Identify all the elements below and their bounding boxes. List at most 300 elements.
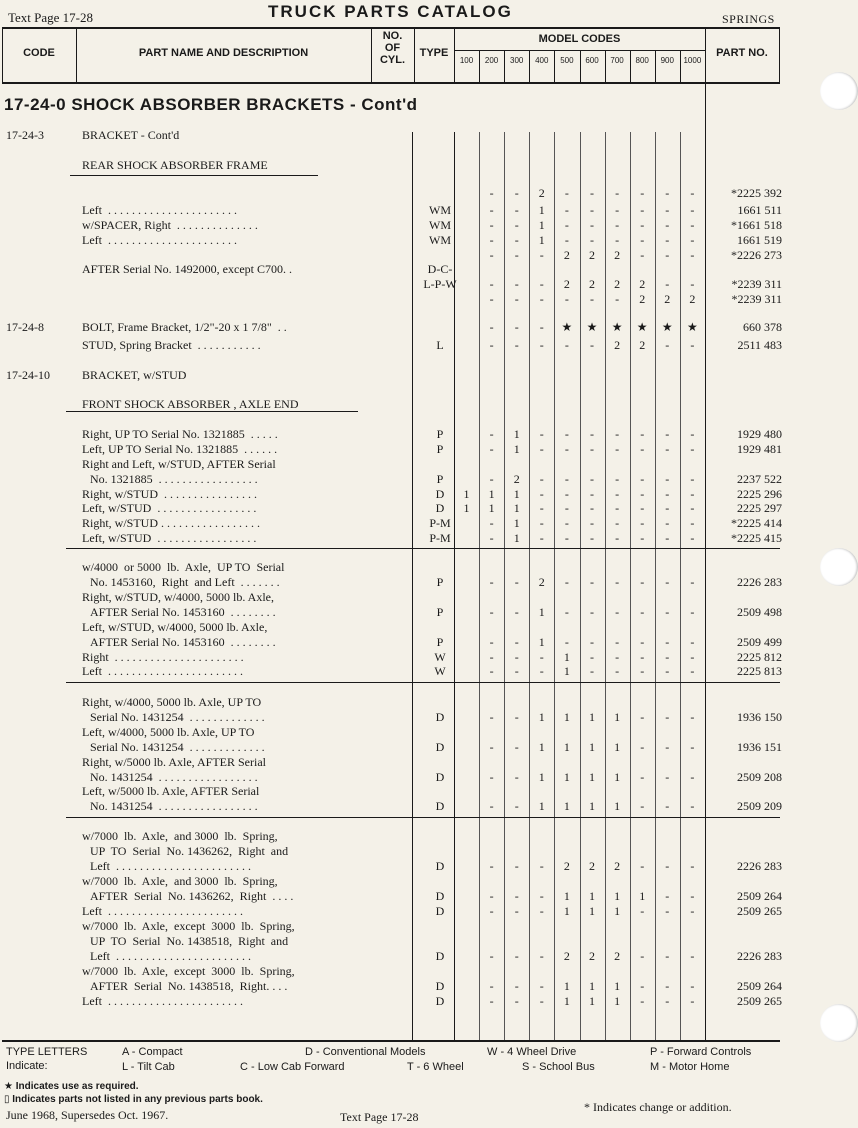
- model-quantity: -: [489, 889, 494, 903]
- model-quantity: 1: [589, 770, 595, 784]
- part-number: *2225 392: [731, 186, 782, 200]
- model-quantity: -: [590, 531, 594, 545]
- part-type: D: [435, 487, 445, 501]
- model-quantity: -: [665, 516, 670, 530]
- table-row: [0, 487, 858, 502]
- model-quantity: -: [539, 994, 544, 1008]
- model-quantity: -: [690, 605, 695, 619]
- table-row: [0, 186, 858, 201]
- model-quantity: 2: [538, 575, 545, 589]
- model-quantity: -: [564, 186, 569, 200]
- model-quantity: -: [590, 635, 594, 649]
- part-type: D: [435, 889, 445, 903]
- table-row: [0, 501, 858, 516]
- legend-item: A - Compact: [122, 1046, 183, 1058]
- model-quantity: 2: [538, 186, 545, 200]
- model-quantity: -: [665, 799, 670, 813]
- model-code-label: 500: [560, 56, 574, 65]
- model-quantity: -: [539, 442, 544, 456]
- model-quantity: -: [665, 889, 670, 903]
- part-description: FRONT SHOCK ABSORBER , AXLE END: [82, 397, 299, 411]
- part-description: Left . . . . . . . . . . . . . . . . . . . . . .: [82, 203, 237, 217]
- part-type: D: [435, 770, 445, 784]
- table-row: [0, 664, 858, 679]
- model-quantity: 2: [614, 338, 621, 352]
- model-quantity: 1: [513, 487, 520, 501]
- part-description: Right, w/STUD . . . . . . . . . . . . . . . . .: [82, 516, 261, 530]
- model-quantity: -: [665, 605, 670, 619]
- model-quantity: -: [489, 277, 494, 291]
- part-description: w/7000 lb. Axle, except 3000 lb. Spring,: [82, 919, 295, 933]
- model-quantity: -: [640, 949, 645, 963]
- model-quantity: -: [640, 994, 645, 1008]
- model-quantity: -: [489, 248, 494, 262]
- model-quantity: -: [690, 575, 695, 589]
- table-row: [0, 218, 858, 233]
- model-quantity: -: [640, 472, 645, 486]
- model-quantity: -: [690, 487, 695, 501]
- part-number: 2225 296: [737, 487, 782, 501]
- model-quantity: -: [564, 575, 569, 589]
- model-quantity: -: [590, 516, 594, 530]
- model-quantity: -: [514, 635, 519, 649]
- model-quantity: -: [539, 531, 544, 545]
- model-quantity: -: [690, 635, 695, 649]
- part-number: 2509 209: [737, 799, 782, 813]
- model-quantity: -: [489, 427, 494, 441]
- model-quantity: 2: [614, 949, 621, 963]
- model-quantity: 1: [563, 664, 570, 678]
- model-quantity: -: [539, 949, 544, 963]
- model-quantity: -: [690, 338, 695, 352]
- table-row: [0, 635, 858, 650]
- part-description: Right . . . . . . . . . . . . . . . . . . . . . .: [82, 650, 244, 664]
- model-quantity: -: [665, 575, 670, 589]
- model-quantity: 1: [538, 233, 545, 247]
- model-quantity: ★: [636, 320, 648, 334]
- model-quantity: -: [640, 799, 645, 813]
- model-quantity: 2: [589, 277, 595, 291]
- part-type: D: [435, 979, 445, 993]
- model-quantity: ★: [661, 320, 673, 334]
- table-row: [0, 934, 858, 949]
- model-quantity: -: [690, 186, 695, 200]
- model-quantity: 1: [513, 516, 520, 530]
- model-quantity: 1: [513, 427, 520, 441]
- model-quantity: -: [539, 516, 544, 530]
- model-quantity: 1: [538, 710, 545, 724]
- model-quantity: -: [564, 531, 569, 545]
- part-number: *2239 311: [731, 292, 782, 306]
- model-quantity: -: [640, 710, 645, 724]
- table-row: [0, 844, 858, 859]
- part-number: *1661 518: [731, 218, 782, 232]
- part-description: w/7000 lb. Axle, and 3000 lb. Spring,: [82, 829, 278, 843]
- part-number: 2226 283: [737, 575, 782, 589]
- part-type: D: [435, 501, 445, 515]
- model-quantity: 1: [614, 889, 621, 903]
- model-quantity: 1: [639, 889, 646, 903]
- model-quantity: -: [590, 218, 594, 232]
- model-quantity: -: [489, 338, 494, 352]
- model-quantity: -: [564, 218, 569, 232]
- part-description: AFTER Serial No. 1438518, Right. . . .: [90, 979, 288, 993]
- part-number: 2511 483: [737, 338, 782, 352]
- model-quantity: -: [539, 277, 544, 291]
- model-quantity: 1: [563, 799, 570, 813]
- legend-item: T - 6 Wheel: [407, 1061, 464, 1073]
- model-code-label: 100: [459, 56, 474, 65]
- model-quantity: -: [640, 664, 645, 678]
- legend-item: D - Conventional Models: [305, 1046, 426, 1058]
- model-quantity: -: [539, 427, 544, 441]
- type-column-header: TYPE: [419, 47, 449, 59]
- table-row: [0, 949, 858, 964]
- part-type: P: [436, 575, 444, 589]
- table-row: [0, 397, 858, 412]
- part-description: Right and Left, w/STUD, AFTER Serial: [82, 457, 276, 471]
- part-type: D: [435, 859, 445, 873]
- model-quantity: -: [690, 994, 695, 1008]
- part-description: Serial No. 1431254 . . . . . . . . . . . . .: [90, 710, 265, 724]
- model-quantity: -: [690, 531, 695, 545]
- model-quantity: 1: [589, 740, 595, 754]
- model-quantity: -: [640, 218, 645, 232]
- model-quantity: -: [665, 770, 670, 784]
- part-description: AFTER Serial No. 1492000, except C700. .: [82, 262, 292, 276]
- model-code-label: 400: [535, 56, 549, 65]
- table-row: [0, 799, 858, 814]
- part-type: WM: [429, 203, 451, 217]
- model-quantity: -: [590, 442, 594, 456]
- model-quantity: -: [640, 635, 645, 649]
- part-description: UP TO Serial No. 1438518, Right and: [90, 934, 289, 948]
- part-description: w/4000 or 5000 lb. Axle, UP TO Serial: [82, 560, 285, 574]
- part-code: 17-24-3: [6, 128, 44, 142]
- model-quantity: 1: [563, 994, 570, 1008]
- model-quantity: 2: [614, 248, 621, 262]
- table-row: [0, 158, 858, 173]
- model-quantity: -: [489, 770, 494, 784]
- model-quantity: -: [665, 487, 670, 501]
- model-quantity: -: [615, 575, 620, 589]
- model-quantity: -: [489, 320, 494, 334]
- part-description: AFTER Serial No. 1436262, Right . . . .: [90, 889, 294, 903]
- model-quantity: ★: [687, 320, 698, 334]
- model-quantity: -: [564, 233, 569, 247]
- model-quantity: -: [514, 203, 519, 217]
- part-description: Left, w/4000, 5000 lb. Axle, UP TO: [82, 725, 255, 739]
- model-quantity: -: [564, 442, 569, 456]
- model-quantity: -: [489, 516, 494, 530]
- table-row: [0, 560, 858, 575]
- model-quantity: 1: [614, 740, 621, 754]
- model-code-label: 800: [635, 56, 649, 65]
- model-quantity: -: [640, 740, 645, 754]
- model-quantity: -: [514, 994, 519, 1008]
- model-quantity: -: [514, 664, 519, 678]
- model-quantity: -: [640, 233, 645, 247]
- model-quantity: -: [690, 203, 695, 217]
- part-number: 1936 151: [737, 740, 782, 754]
- model-quantity: -: [665, 859, 670, 873]
- model-quantity: -: [615, 501, 620, 515]
- model-quantity: -: [564, 292, 569, 306]
- legend-item: P - Forward Controls: [650, 1046, 752, 1058]
- table-row: [0, 442, 858, 457]
- model-quantity: 2: [639, 292, 646, 306]
- model-quantity: -: [665, 949, 670, 963]
- model-quantity: -: [615, 472, 620, 486]
- model-quantity: -: [615, 635, 620, 649]
- table-row: [0, 590, 858, 605]
- part-description: Left, UP TO Serial No. 1321885 . . . . . .: [82, 442, 278, 456]
- model-quantity: -: [514, 949, 519, 963]
- model-quantity: 1: [614, 770, 621, 784]
- part-type: D: [435, 904, 445, 918]
- part-description: Left . . . . . . . . . . . . . . . . . . . . . . .: [82, 994, 243, 1008]
- part-type: P: [436, 427, 444, 441]
- model-quantity: -: [690, 650, 695, 664]
- model-quantity: -: [514, 292, 519, 306]
- code-column-header: CODE: [23, 47, 55, 59]
- model-quantity: -: [665, 710, 670, 724]
- model-quantity: 1: [513, 442, 520, 456]
- model-codes-header: MODEL CODES: [538, 33, 621, 45]
- model-code-label: 600: [585, 56, 599, 65]
- part-number: *2225 415: [731, 531, 782, 545]
- table-row: [0, 575, 858, 590]
- model-quantity: -: [640, 770, 645, 784]
- model-quantity: -: [489, 233, 494, 247]
- binder-hole: [820, 72, 858, 110]
- model-quantity: -: [489, 904, 494, 918]
- part-description: Right, UP TO Serial No. 1321885 . . . . .: [82, 427, 278, 441]
- table-row: [0, 320, 858, 335]
- table-row: [0, 338, 858, 353]
- model-quantity: -: [690, 248, 695, 262]
- model-quantity: -: [615, 531, 620, 545]
- table-row: [0, 531, 858, 546]
- model-quantity: -: [489, 605, 494, 619]
- model-code-label: 1000: [683, 56, 702, 65]
- part-number: 2509 265: [737, 994, 782, 1008]
- model-quantity: -: [690, 859, 695, 873]
- part-description: Left . . . . . . . . . . . . . . . . . . . . . .: [82, 233, 237, 247]
- table-row: [0, 770, 858, 785]
- model-quantity: -: [489, 979, 494, 993]
- model-quantity: -: [665, 664, 670, 678]
- model-quantity: -: [690, 664, 695, 678]
- model-quantity: 1: [513, 531, 520, 545]
- model-quantity: -: [539, 472, 544, 486]
- model-quantity: -: [690, 949, 695, 963]
- table-row: [0, 964, 858, 979]
- table-row: [0, 262, 858, 277]
- legend-indicate: Indicate:: [6, 1060, 48, 1072]
- model-quantity: -: [539, 650, 544, 664]
- model-quantity: 1: [589, 799, 595, 813]
- part-description: No. 1431254 . . . . . . . . . . . . . . . . .: [90, 770, 258, 784]
- model-quantity: -: [665, 740, 670, 754]
- model-quantity: 1: [538, 605, 545, 619]
- part-type: D: [435, 740, 445, 754]
- model-quantity: -: [615, 487, 620, 501]
- model-quantity: -: [690, 472, 695, 486]
- part-type: P: [436, 472, 444, 486]
- part-number: 1936 150: [737, 710, 782, 724]
- model-quantity: -: [690, 277, 695, 291]
- part-number: *2226 273: [731, 248, 782, 262]
- part-type: L: [436, 338, 444, 352]
- model-quantity: -: [690, 516, 695, 530]
- model-quantity: -: [489, 442, 494, 456]
- model-quantity: -: [514, 575, 519, 589]
- revision-date: June 1968, Supersedes Oct. 1967.: [6, 1108, 169, 1122]
- model-quantity: -: [514, 605, 519, 619]
- model-quantity: 1: [563, 889, 570, 903]
- model-code-label: 900: [660, 56, 674, 65]
- model-quantity: -: [615, 186, 620, 200]
- part-description: Left . . . . . . . . . . . . . . . . . . . . . . .: [82, 664, 243, 678]
- model-quantity: -: [489, 710, 494, 724]
- model-quantity: -: [564, 605, 569, 619]
- model-quantity: -: [665, 277, 670, 291]
- model-quantity: -: [539, 979, 544, 993]
- model-quantity: -: [615, 442, 620, 456]
- model-quantity: 1: [538, 740, 545, 754]
- model-quantity: -: [590, 487, 594, 501]
- model-quantity: -: [615, 292, 620, 306]
- model-quantity: 2: [664, 292, 671, 306]
- model-quantity: -: [590, 605, 594, 619]
- part-number: 2509 498: [737, 605, 782, 619]
- model-quantity: 2: [589, 949, 595, 963]
- section-title: 17-24-0 SHOCK ABSORBER BRACKETS - Cont'd: [4, 95, 418, 114]
- model-quantity: -: [539, 501, 544, 515]
- model-quantity: -: [489, 531, 494, 545]
- model-quantity: -: [539, 320, 544, 334]
- model-quantity: 2: [513, 472, 520, 486]
- model-quantity: -: [539, 292, 544, 306]
- model-quantity: -: [690, 799, 695, 813]
- table-row: [0, 859, 858, 874]
- part-number: 2225 297: [737, 501, 782, 515]
- table-row: [0, 650, 858, 665]
- part-description: w/7000 lb. Axle, and 3000 lb. Spring,: [82, 874, 278, 888]
- change-note: * Indicates change or addition.: [584, 1100, 732, 1114]
- table-row: [0, 472, 858, 487]
- model-quantity: -: [514, 320, 519, 334]
- model-quantity: 2: [639, 277, 646, 291]
- model-quantity: -: [640, 979, 645, 993]
- part-description: Left, w/5000 lb. Axle, AFTER Serial: [82, 784, 260, 798]
- model-quantity: -: [640, 605, 645, 619]
- part-description: Left, w/STUD, w/4000, 5000 lb. Axle,: [82, 620, 268, 634]
- model-quantity: -: [665, 979, 670, 993]
- part-type: P-M: [429, 531, 451, 545]
- legend-item: W - 4 Wheel Drive: [487, 1046, 577, 1058]
- model-quantity: -: [590, 501, 594, 515]
- model-quantity: -: [489, 218, 494, 232]
- part-type: P: [436, 635, 444, 649]
- model-code-label: 700: [610, 56, 624, 65]
- model-quantity: -: [640, 516, 645, 530]
- model-quantity: -: [615, 233, 620, 247]
- model-quantity: -: [539, 248, 544, 262]
- model-quantity: 1: [538, 770, 545, 784]
- model-quantity: 1: [488, 501, 495, 515]
- model-quantity: ★: [586, 320, 598, 334]
- table-row: [0, 233, 858, 248]
- part-description: No. 1431254 . . . . . . . . . . . . . . . . .: [90, 799, 258, 813]
- legend-item: S - School Bus: [522, 1061, 595, 1073]
- table-row: [0, 829, 858, 844]
- table-row: [0, 994, 858, 1009]
- part-number: 660 378: [743, 320, 782, 334]
- model-quantity: -: [489, 799, 494, 813]
- description-column-header: PART NAME AND DESCRIPTION: [138, 47, 309, 59]
- model-quantity: -: [690, 770, 695, 784]
- table-row: [0, 277, 858, 292]
- model-quantity: -: [514, 904, 519, 918]
- model-code-label: 300: [510, 56, 524, 65]
- model-quantity: -: [564, 472, 569, 486]
- model-quantity: 1: [538, 799, 545, 813]
- model-quantity: -: [690, 233, 695, 247]
- model-quantity: -: [640, 501, 645, 515]
- part-description: Left . . . . . . . . . . . . . . . . . . . . . . .: [82, 904, 243, 918]
- model-quantity: -: [665, 338, 670, 352]
- model-quantity: -: [690, 427, 695, 441]
- model-quantity: 1: [589, 994, 595, 1008]
- model-quantity: -: [590, 575, 594, 589]
- model-quantity: -: [489, 186, 494, 200]
- model-quantity: 2: [589, 859, 595, 873]
- model-quantity: -: [640, 442, 645, 456]
- part-description: AFTER Serial No. 1453160 . . . . . . . .: [90, 635, 276, 649]
- part-number: 2225 812: [737, 650, 782, 664]
- model-quantity: -: [564, 203, 569, 217]
- table-row: [0, 874, 858, 889]
- part-type: W: [434, 664, 446, 678]
- model-quantity: -: [690, 218, 695, 232]
- part-code: 17-24-8: [6, 320, 44, 334]
- model-quantity: -: [640, 650, 645, 664]
- model-quantity: -: [489, 859, 494, 873]
- part-number: 1661 519: [737, 233, 782, 247]
- part-description: Right, w/4000, 5000 lb. Axle, UP TO: [82, 695, 262, 709]
- model-quantity: 1: [614, 710, 621, 724]
- model-quantity: -: [564, 635, 569, 649]
- model-quantity: -: [665, 427, 670, 441]
- table-row: [0, 457, 858, 472]
- part-description: No. 1321885 . . . . . . . . . . . . . . . . .: [90, 472, 258, 486]
- table-row: [0, 784, 858, 799]
- legend-label: TYPE LETTERS: [6, 1046, 88, 1058]
- model-quantity: ★: [611, 320, 623, 334]
- model-quantity: -: [640, 859, 645, 873]
- legend-item: C - Low Cab Forward: [240, 1061, 345, 1073]
- table-row: [0, 695, 858, 710]
- model-quantity: -: [489, 575, 494, 589]
- model-quantity: 1: [589, 979, 595, 993]
- footer-page-number: Text Page 17-28: [340, 1110, 419, 1124]
- model-quantity: -: [665, 186, 670, 200]
- model-quantity: -: [590, 233, 594, 247]
- part-number: 1929 481: [737, 442, 782, 456]
- model-quantity: 2: [614, 277, 621, 291]
